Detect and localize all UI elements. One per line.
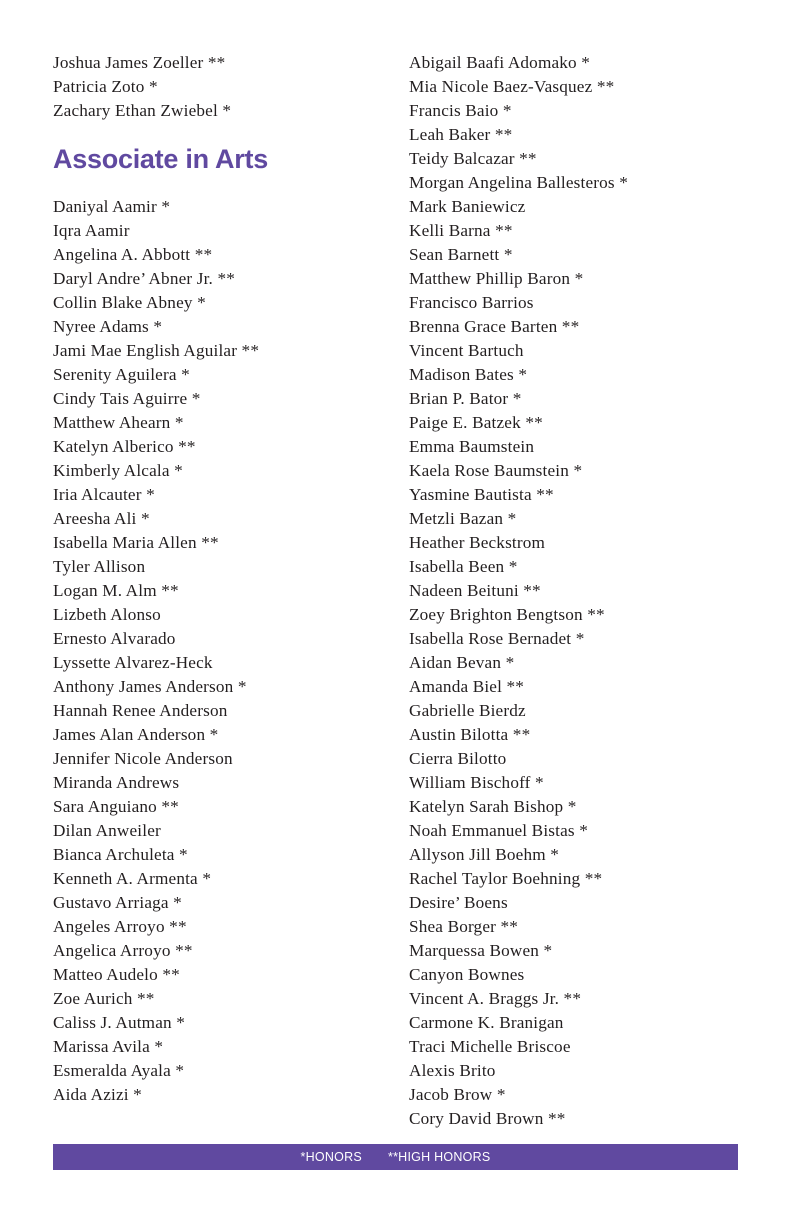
- graduate-name: Paige E. Batzek **: [409, 413, 543, 432]
- honors-legend-honors: *HONORS: [300, 1150, 362, 1164]
- graduate-name: Lizbeth Alonso: [53, 605, 161, 624]
- graduate-name: Angelica Arroyo **: [53, 941, 193, 960]
- graduate-name: Mia Nicole Baez-Vasquez **: [409, 77, 615, 96]
- graduate-name: Dilan Anweiler: [53, 821, 161, 840]
- honors-legend-bar: [53, 1144, 738, 1170]
- graduate-name: Metzli Bazan *: [409, 509, 517, 528]
- graduate-name: Esmeralda Ayala *: [53, 1061, 185, 1080]
- graduate-name: Amanda Biel **: [409, 677, 525, 696]
- graduate-name: Marissa Avila *: [53, 1037, 164, 1056]
- graduate-name: Yasmine Bautista **: [409, 485, 554, 504]
- graduate-name: Anthony James Anderson *: [53, 677, 247, 696]
- graduate-name: Jennifer Nicole Anderson: [53, 749, 233, 768]
- right-column: [409, 51, 739, 1131]
- graduate-name: William Bischoff *: [409, 773, 544, 792]
- graduate-name: Nyree Adams *: [53, 317, 163, 336]
- graduate-name: Jacob Brow *: [409, 1085, 506, 1104]
- continued-name-list: [53, 51, 383, 123]
- graduate-name: Katelyn Sarah Bishop *: [409, 797, 577, 816]
- graduate-name: Isabella Been *: [409, 557, 518, 576]
- graduate-name: Matteo Audelo **: [53, 965, 180, 984]
- graduate-name: Nadeen Beituni **: [409, 581, 541, 600]
- graduate-name: Ernesto Alvarado: [53, 629, 176, 648]
- right-name-list: [409, 51, 739, 1131]
- graduate-name: Allyson Jill Boehm *: [409, 845, 560, 864]
- graduate-name: Kimberly Alcala *: [53, 461, 183, 480]
- graduate-name: Hannah Renee Anderson: [53, 701, 228, 720]
- graduate-name: Aidan Bevan *: [409, 653, 515, 672]
- graduate-name: Matthew Ahearn *: [53, 413, 184, 432]
- graduate-name: Rachel Taylor Boehning **: [409, 869, 603, 888]
- graduate-name: Austin Bilotta **: [409, 725, 531, 744]
- graduate-name: Collin Blake Abney *: [53, 293, 206, 312]
- graduate-name: Gabrielle Bierdz: [409, 701, 526, 720]
- graduate-name: Joshua James Zoeller **: [53, 53, 226, 72]
- graduate-name: Serenity Aguilera *: [53, 365, 190, 384]
- graduate-name: Isabella Maria Allen **: [53, 533, 219, 552]
- graduate-name: Francis Baio *: [409, 101, 512, 120]
- graduate-name: Emma Baumstein: [409, 437, 535, 456]
- graduate-name: Jami Mae English Aguilar **: [53, 341, 260, 360]
- graduate-name: Morgan Angelina Ballesteros *: [409, 173, 628, 192]
- left-name-list: [53, 195, 383, 1107]
- left-column: [53, 51, 383, 1107]
- honors-legend-high-honors: **HIGH HONORS: [387, 1150, 491, 1164]
- graduate-name: Kelli Barna **: [409, 221, 513, 240]
- graduate-name: Daniyal Aamir *: [53, 197, 171, 216]
- graduate-name: Vincent Bartuch: [409, 341, 524, 360]
- graduate-name: Sean Barnett *: [409, 245, 513, 264]
- graduate-name: Kaela Rose Baumstein *: [409, 461, 583, 480]
- graduate-name: Matthew Phillip Baron *: [409, 269, 584, 288]
- section-heading-block: [53, 123, 383, 195]
- graduate-name: Abigail Baafi Adomako *: [409, 53, 591, 72]
- graduate-name: Zachary Ethan Zwiebel *: [53, 101, 232, 120]
- graduate-name: Miranda Andrews: [53, 773, 180, 792]
- graduate-name: Shea Borger **: [409, 917, 519, 936]
- graduate-name: Mark Baniewicz: [409, 197, 526, 216]
- graduate-name: James Alan Anderson *: [53, 725, 219, 744]
- graduate-name: Alexis Brito: [409, 1061, 496, 1080]
- graduate-name: Kenneth A. Armenta *: [53, 869, 212, 888]
- graduate-name: Zoey Brighton Bengtson **: [409, 605, 605, 624]
- graduate-name: Canyon Bownes: [409, 965, 525, 984]
- graduate-name: Sara Anguiano **: [53, 797, 179, 816]
- graduate-name: Marquessa Bowen *: [409, 941, 553, 960]
- graduate-name: Iria Alcauter *: [53, 485, 155, 504]
- graduate-name: Carmone K. Branigan: [409, 1013, 564, 1032]
- graduate-name: Teidy Balcazar **: [409, 149, 537, 168]
- graduate-name: Desire’ Boens: [409, 893, 508, 912]
- graduate-name: Katelyn Alberico **: [53, 437, 196, 456]
- graduate-name: Vincent A. Braggs Jr. **: [409, 989, 582, 1008]
- graduate-name: Cierra Bilotto: [409, 749, 507, 768]
- page-title: Associate in Arts: [53, 144, 268, 174]
- graduate-name: Madison Bates *: [409, 365, 528, 384]
- graduate-name: Brian P. Bator *: [409, 389, 522, 408]
- graduate-name: Aida Azizi *: [53, 1085, 142, 1104]
- graduate-name: Leah Baker **: [409, 125, 513, 144]
- graduate-name: Patricia Zoto *: [53, 77, 158, 96]
- graduate-name: Heather Beckstrom: [409, 533, 546, 552]
- graduate-name: Iqra Aamir: [53, 221, 130, 240]
- graduate-name: Tyler Allison: [53, 557, 146, 576]
- honors-legend-items: [300, 1150, 490, 1164]
- graduate-name: Caliss J. Autman *: [53, 1013, 186, 1032]
- graduate-name: Noah Emmanuel Bistas *: [409, 821, 588, 840]
- graduate-name: Lyssette Alvarez-Heck: [53, 653, 213, 672]
- graduate-name: Angeles Arroyo **: [53, 917, 187, 936]
- graduate-name: Traci Michelle Briscoe: [409, 1037, 571, 1056]
- graduate-name: Brenna Grace Barten **: [409, 317, 580, 336]
- graduate-name: Angelina A. Abbott **: [53, 245, 213, 264]
- graduate-name: Isabella Rose Bernadet *: [409, 629, 585, 648]
- graduate-name: Logan M. Alm **: [53, 581, 179, 600]
- graduate-name: Bianca Archuleta *: [53, 845, 188, 864]
- graduate-name: Areesha Ali *: [53, 509, 150, 528]
- graduate-name: Gustavo Arriaga *: [53, 893, 182, 912]
- graduate-name: Francisco Barrios: [409, 293, 534, 312]
- graduate-name: Zoe Aurich **: [53, 989, 155, 1008]
- graduate-name: Daryl Andre’ Abner Jr. **: [53, 269, 236, 288]
- graduate-name: Cory David Brown **: [409, 1109, 566, 1128]
- graduate-name: Cindy Tais Aguirre *: [53, 389, 201, 408]
